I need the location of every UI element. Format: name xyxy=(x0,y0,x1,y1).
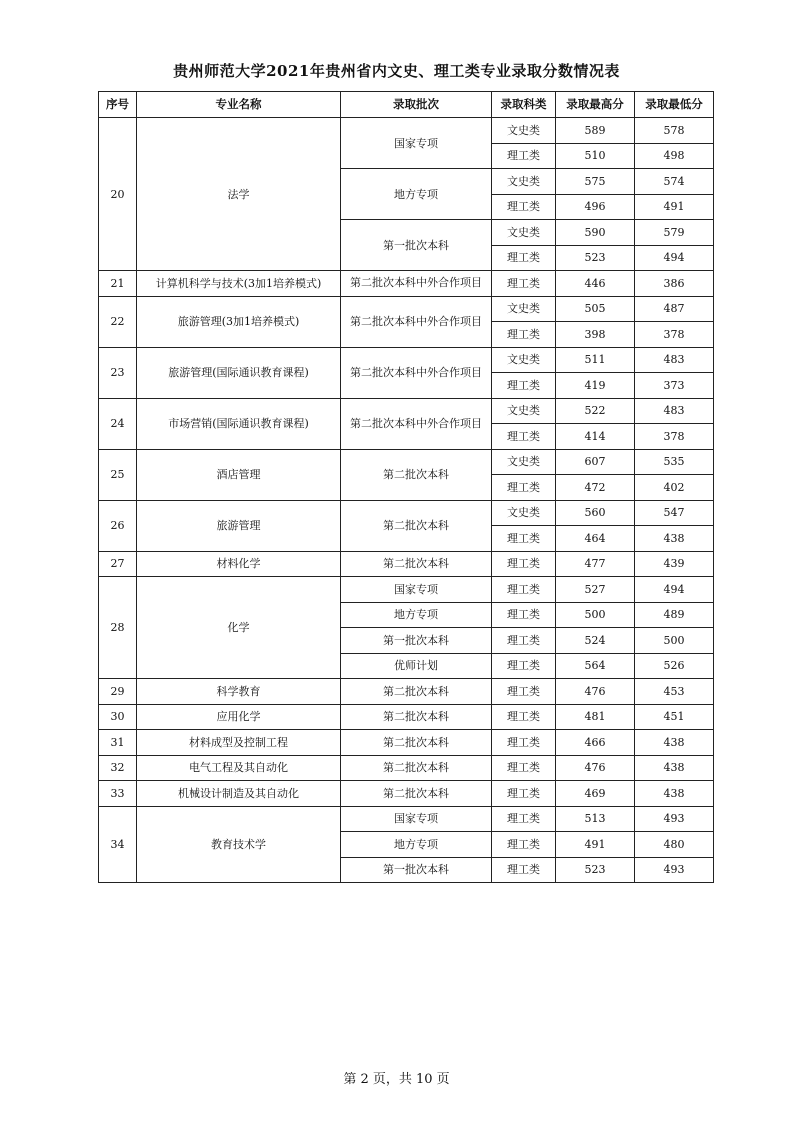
cell-major: 旅游管理 xyxy=(137,500,341,551)
table-row xyxy=(99,118,714,144)
header-category: 录取科类 xyxy=(492,92,556,118)
cell-seq: 22 xyxy=(99,296,137,347)
cell-major: 计算机科学与技术(3加1培养模式) xyxy=(137,271,341,297)
table-row xyxy=(99,781,714,807)
cell-max-score: 491 xyxy=(556,832,635,858)
table-row xyxy=(99,271,714,297)
table-row xyxy=(99,398,714,424)
cell-min-score: 494 xyxy=(635,245,714,271)
cell-min-score: 451 xyxy=(635,704,714,730)
cell-category: 文史类 xyxy=(492,500,556,526)
cell-category: 理工类 xyxy=(492,475,556,501)
admission-scores-table-container xyxy=(98,91,714,883)
cell-min-score: 500 xyxy=(635,628,714,654)
cell-max-score: 523 xyxy=(556,245,635,271)
cell-seq: 23 xyxy=(99,347,137,398)
cell-category: 文史类 xyxy=(492,347,556,373)
table-row xyxy=(99,500,714,526)
table-header-row xyxy=(99,92,714,118)
cell-category: 理工类 xyxy=(492,424,556,450)
cell-seq: 27 xyxy=(99,551,137,577)
cell-min-score: 378 xyxy=(635,322,714,348)
cell-major: 材料成型及控制工程 xyxy=(137,730,341,756)
table-row xyxy=(99,755,714,781)
cell-min-score: 438 xyxy=(635,526,714,552)
table-row xyxy=(99,347,714,373)
cell-min-score: 574 xyxy=(635,169,714,195)
cell-major: 市场营销(国际通识教育课程) xyxy=(137,398,341,449)
cell-min-score: 378 xyxy=(635,424,714,450)
cell-max-score: 510 xyxy=(556,143,635,169)
cell-batch: 第二批次本科 xyxy=(341,730,492,756)
cell-batch: 第二批次本科中外合作项目 xyxy=(341,296,492,347)
cell-category: 理工类 xyxy=(492,781,556,807)
cell-min-score: 438 xyxy=(635,755,714,781)
table-row xyxy=(99,730,714,756)
cell-category: 理工类 xyxy=(492,857,556,883)
cell-category: 理工类 xyxy=(492,245,556,271)
cell-major: 材料化学 xyxy=(137,551,341,577)
cell-max-score: 472 xyxy=(556,475,635,501)
cell-category: 理工类 xyxy=(492,832,556,858)
cell-batch: 第一批次本科 xyxy=(341,628,492,654)
cell-min-score: 439 xyxy=(635,551,714,577)
cell-min-score: 483 xyxy=(635,398,714,424)
cell-min-score: 483 xyxy=(635,347,714,373)
cell-major: 电气工程及其自动化 xyxy=(137,755,341,781)
cell-max-score: 414 xyxy=(556,424,635,450)
cell-seq: 28 xyxy=(99,577,137,679)
table-body xyxy=(99,118,714,883)
cell-category: 理工类 xyxy=(492,602,556,628)
cell-max-score: 477 xyxy=(556,551,635,577)
cell-major: 酒店管理 xyxy=(137,449,341,500)
cell-min-score: 526 xyxy=(635,653,714,679)
cell-min-score: 438 xyxy=(635,781,714,807)
cell-min-score: 547 xyxy=(635,500,714,526)
cell-category: 理工类 xyxy=(492,143,556,169)
cell-major: 法学 xyxy=(137,118,341,271)
cell-max-score: 398 xyxy=(556,322,635,348)
admission-scores-table xyxy=(98,91,714,883)
cell-category: 文史类 xyxy=(492,398,556,424)
cell-seq: 32 xyxy=(99,755,137,781)
cell-category: 理工类 xyxy=(492,551,556,577)
cell-batch: 第一批次本科 xyxy=(341,857,492,883)
header-batch: 录取批次 xyxy=(341,92,492,118)
cell-seq: 33 xyxy=(99,781,137,807)
cell-min-score: 578 xyxy=(635,118,714,144)
cell-max-score: 496 xyxy=(556,194,635,220)
cell-category: 文史类 xyxy=(492,220,556,246)
cell-category: 理工类 xyxy=(492,271,556,297)
cell-max-score: 476 xyxy=(556,679,635,705)
cell-min-score: 493 xyxy=(635,806,714,832)
cell-max-score: 505 xyxy=(556,296,635,322)
cell-category: 理工类 xyxy=(492,806,556,832)
cell-max-score: 523 xyxy=(556,857,635,883)
header-major: 专业名称 xyxy=(137,92,341,118)
cell-min-score: 402 xyxy=(635,475,714,501)
cell-max-score: 476 xyxy=(556,755,635,781)
cell-min-score: 494 xyxy=(635,577,714,603)
cell-max-score: 564 xyxy=(556,653,635,679)
cell-category: 理工类 xyxy=(492,526,556,552)
cell-batch: 第一批次本科 xyxy=(341,220,492,271)
cell-category: 理工类 xyxy=(492,577,556,603)
cell-major: 化学 xyxy=(137,577,341,679)
header-seq: 序号 xyxy=(99,92,137,118)
cell-category: 理工类 xyxy=(492,194,556,220)
cell-min-score: 579 xyxy=(635,220,714,246)
cell-category: 文史类 xyxy=(492,296,556,322)
cell-min-score: 491 xyxy=(635,194,714,220)
cell-batch: 地方专项 xyxy=(341,602,492,628)
cell-batch: 第二批次本科 xyxy=(341,781,492,807)
table-row xyxy=(99,577,714,603)
header-min-score: 录取最低分 xyxy=(635,92,714,118)
cell-max-score: 500 xyxy=(556,602,635,628)
table-row xyxy=(99,679,714,705)
cell-max-score: 590 xyxy=(556,220,635,246)
page-footer: 第 2 页，共 10 页 xyxy=(343,1072,450,1087)
cell-category: 理工类 xyxy=(492,653,556,679)
cell-min-score: 373 xyxy=(635,373,714,399)
cell-category: 理工类 xyxy=(492,730,556,756)
cell-seq: 20 xyxy=(99,118,137,271)
cell-major: 教育技术学 xyxy=(137,806,341,883)
cell-seq: 21 xyxy=(99,271,137,297)
cell-max-score: 419 xyxy=(556,373,635,399)
cell-batch: 第二批次本科中外合作项目 xyxy=(341,398,492,449)
cell-major: 旅游管理(3加1培养模式) xyxy=(137,296,341,347)
cell-batch: 国家专项 xyxy=(341,577,492,603)
cell-max-score: 466 xyxy=(556,730,635,756)
cell-batch: 第二批次本科中外合作项目 xyxy=(341,271,492,297)
cell-seq: 26 xyxy=(99,500,137,551)
cell-seq: 29 xyxy=(99,679,137,705)
table-row xyxy=(99,449,714,475)
cell-major: 应用化学 xyxy=(137,704,341,730)
cell-max-score: 481 xyxy=(556,704,635,730)
cell-category: 文史类 xyxy=(492,169,556,195)
cell-min-score: 438 xyxy=(635,730,714,756)
cell-min-score: 386 xyxy=(635,271,714,297)
cell-min-score: 487 xyxy=(635,296,714,322)
cell-batch: 优师计划 xyxy=(341,653,492,679)
cell-category: 文史类 xyxy=(492,449,556,475)
cell-batch: 第二批次本科 xyxy=(341,679,492,705)
header-max-score: 录取最高分 xyxy=(556,92,635,118)
cell-batch: 第二批次本科 xyxy=(341,551,492,577)
cell-category: 理工类 xyxy=(492,679,556,705)
cell-seq: 30 xyxy=(99,704,137,730)
cell-min-score: 453 xyxy=(635,679,714,705)
cell-batch: 国家专项 xyxy=(341,806,492,832)
cell-max-score: 513 xyxy=(556,806,635,832)
cell-batch: 地方专项 xyxy=(341,832,492,858)
cell-max-score: 511 xyxy=(556,347,635,373)
cell-min-score: 489 xyxy=(635,602,714,628)
cell-batch: 第二批次本科中外合作项目 xyxy=(341,347,492,398)
cell-seq: 24 xyxy=(99,398,137,449)
table-row xyxy=(99,806,714,832)
cell-category: 理工类 xyxy=(492,322,556,348)
table-row xyxy=(99,704,714,730)
cell-max-score: 446 xyxy=(556,271,635,297)
cell-category: 理工类 xyxy=(492,373,556,399)
cell-min-score: 493 xyxy=(635,857,714,883)
cell-batch: 第二批次本科 xyxy=(341,755,492,781)
cell-category: 理工类 xyxy=(492,628,556,654)
cell-max-score: 575 xyxy=(556,169,635,195)
cell-max-score: 464 xyxy=(556,526,635,552)
cell-category: 理工类 xyxy=(492,755,556,781)
page-title: 贵州师范大学2021年贵州省内文史、理工类专业录取分数情况表 xyxy=(173,62,620,80)
cell-batch: 国家专项 xyxy=(341,118,492,169)
cell-min-score: 480 xyxy=(635,832,714,858)
cell-batch: 地方专项 xyxy=(341,169,492,220)
cell-major: 旅游管理(国际通识教育课程) xyxy=(137,347,341,398)
cell-max-score: 589 xyxy=(556,118,635,144)
cell-max-score: 469 xyxy=(556,781,635,807)
cell-seq: 34 xyxy=(99,806,137,883)
cell-max-score: 524 xyxy=(556,628,635,654)
cell-max-score: 607 xyxy=(556,449,635,475)
table-row xyxy=(99,551,714,577)
cell-max-score: 560 xyxy=(556,500,635,526)
cell-batch: 第二批次本科 xyxy=(341,704,492,730)
table-row xyxy=(99,296,714,322)
cell-major: 科学教育 xyxy=(137,679,341,705)
cell-min-score: 535 xyxy=(635,449,714,475)
cell-min-score: 498 xyxy=(635,143,714,169)
cell-major: 机械设计制造及其自动化 xyxy=(137,781,341,807)
cell-batch: 第二批次本科 xyxy=(341,500,492,551)
cell-category: 理工类 xyxy=(492,704,556,730)
cell-max-score: 522 xyxy=(556,398,635,424)
cell-batch: 第二批次本科 xyxy=(341,449,492,500)
cell-seq: 25 xyxy=(99,449,137,500)
cell-max-score: 527 xyxy=(556,577,635,603)
cell-seq: 31 xyxy=(99,730,137,756)
cell-category: 文史类 xyxy=(492,118,556,144)
